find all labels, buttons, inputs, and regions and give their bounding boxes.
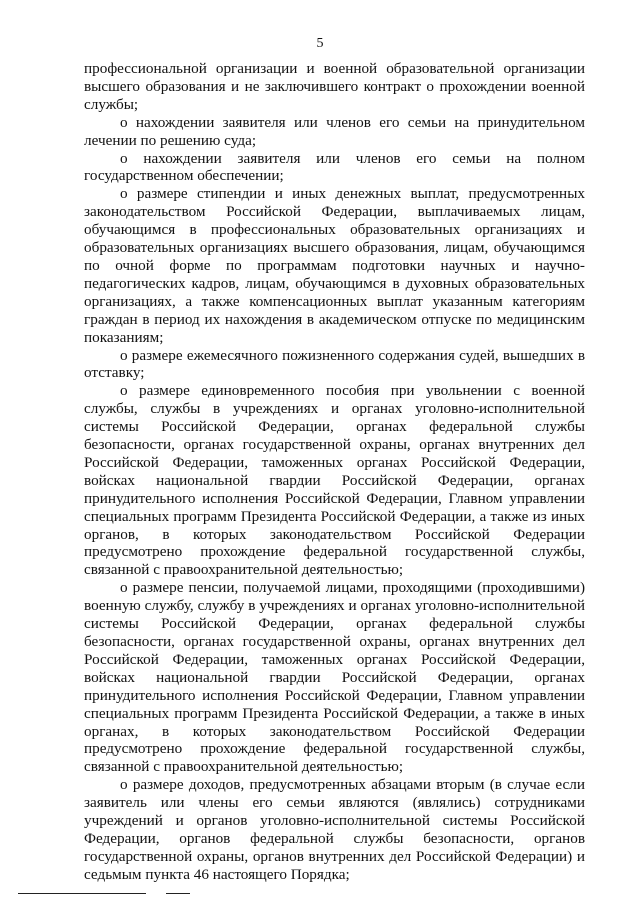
paragraph: о размере ежемесячного пожизненного содержания судей, вышедших в отставку; [84, 346, 585, 382]
document-body [84, 60, 585, 884]
page-number: 5 [316, 36, 324, 51]
paragraph: о размере доходов, предусмотренных абзацами вторым (в случае если заявитель или члены его семьи являются (являлись) сотрудниками учреждений и органов уголовно-исполнительной системы Российской Федерации, органов федеральной службы безопасности, органов государственной охраны, органов внутренних дел Российской Федерации) и седьмым пункта 46 настоящего Порядка; [84, 776, 585, 883]
paragraph: о нахождении заявителя или членов его семьи на принудительном лечении по решению суда; [84, 113, 585, 149]
paragraph: о размере единовременного пособия при увольнении с военной службы, службы в учреждениях и органах уголовно-исполнительной системы Российской Федерации, органах федеральной службы безопасности, органах государственной охраны, органах внутренних дел Российской Федерации, таможенных органах Российской Федерации, войсках национальной гвардии Российской Федерации, органах принудительного исполнения Российской Федерации, Главном управлении специальных программ Президента Российской Федерации, а также из иных органов, в которых законодательством Российской Федерации предусмотрено прохождение федеральной государственной службы, связанной с правоохранительной деятельностью; [84, 382, 585, 579]
paragraph: о размере пенсии, получаемой лицами, проходящими (проходившими) военную службу, службу в учреждениях и органах уголовно-исполнительной системы Российской Федерации, органах федеральной службы безопасности, органах государственной охраны, органах внутренних дел Российской Федерации, таможенных органах Российской Федерации, войсках национальной гвардии Российской Федерации, органах принудительного исполнения Российской Федерации, Главном управлении специальных программ Президента Российской Федерации, а также в иных органах, в которых законодательством Российской Федерации предусмотрено прохождение федеральной государственной службы, связанной с правоохранительной деятельностью; [84, 579, 585, 776]
footer-rule-short [166, 893, 190, 894]
paragraph: о размере стипендии и иных денежных выплат, предусмотренных законодательством Российской Федерации, выплачиваемых лицам, обучающимся в профессиональных образовательных организациях и образовательных организациях высшего образования, лицам, обучающимся по очной форме по программам подготовки научных и научно-педагогических кадров, лицам, обучающимся в духовных образовательных организациях, а также компенсационных выплат указанным категориям граждан в период их нахождения в академическом отпуске по медицинским показаниям; [84, 185, 585, 346]
paragraph: о нахождении заявителя или членов его семьи на полном государственном обеспечении; [84, 149, 585, 185]
footer-rule [18, 893, 146, 894]
paragraph: профессиональной организации и военной образовательной организации высшего образования и не заключившего контракт о прохождении военной службы; [84, 60, 585, 113]
